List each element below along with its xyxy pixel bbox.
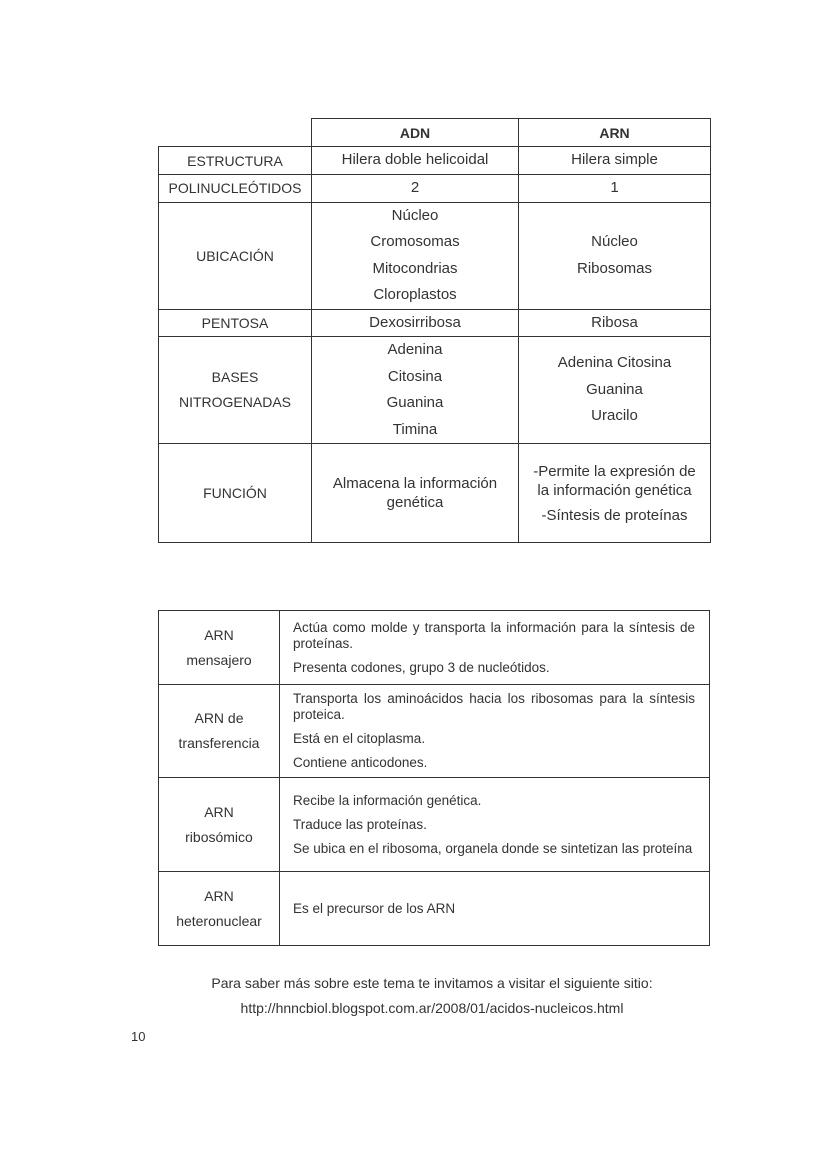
table-row: [159, 778, 710, 872]
table-row-ubicacion: [159, 202, 711, 309]
label-line: mensajero: [186, 651, 252, 668]
list-item: Uracilo: [591, 407, 638, 425]
desc-line: Traduce las proteínas.: [293, 816, 427, 832]
label-line: ARN: [204, 803, 234, 820]
desc-line: Contiene anticodones.: [293, 755, 428, 770]
arn-type-description: [280, 685, 710, 778]
label-line: NITROGENADAS: [178, 394, 291, 410]
header-adn: ADN: [312, 119, 519, 147]
adn-value: 2: [312, 175, 519, 203]
list-item: Núcleo: [391, 206, 439, 224]
desc-line: Recibe la información genética.: [293, 792, 482, 808]
arn-type-label: [159, 778, 280, 872]
arn-type-description: [280, 778, 710, 872]
row-label: FUNCIÓN: [159, 444, 312, 543]
footer-text: Para saber más sobre este tema te invitamos a visitar el siguiente sitio:: [211, 975, 653, 991]
label-line: transferencia: [178, 735, 260, 751]
list-item: Guanina: [386, 394, 444, 411]
table-row-polinucleotidos: [159, 175, 711, 203]
list-item: Cromosomas: [370, 233, 460, 250]
list-item: Ribosomas: [576, 259, 653, 277]
adn-value: [312, 202, 519, 309]
table-row-estructura: [159, 147, 711, 175]
label-line: ARN: [204, 626, 234, 643]
table-row: [159, 685, 710, 778]
desc-line: Presenta codones, grupo 3 de nucleótidos.: [293, 659, 550, 675]
table-row: [159, 611, 710, 685]
table-row-pentosa: [159, 309, 711, 337]
desc-line: Transporta los aminoácidos hacia los ribosomas para la síntesis proteica.: [293, 691, 695, 722]
function-text: -Síntesis de proteínas: [541, 506, 688, 524]
table-row-bases: [159, 337, 711, 444]
desc-line: Está en el citoplasma.: [293, 731, 426, 746]
arn-value: [519, 444, 711, 543]
label-line: ribosómico: [185, 828, 253, 845]
list-item: Adenina Citosina: [557, 354, 672, 372]
arn-value: [519, 202, 711, 309]
adn-arn-comparison-table: [158, 118, 711, 543]
label-line: BASES: [211, 369, 259, 385]
function-text: Almacena la información genética: [332, 475, 498, 511]
arn-type-description: [280, 872, 710, 946]
label-line: ARN de: [194, 710, 244, 726]
adn-value: [312, 337, 519, 444]
row-label: UBICACIÓN: [159, 202, 312, 309]
arn-type-label: [159, 872, 280, 946]
row-label: [159, 337, 312, 444]
row-label: POLINUCLEÓTIDOS: [159, 175, 312, 203]
desc-line: Se ubica en el ribosoma, organela donde se sintetizan las proteína: [293, 840, 693, 856]
desc-line: Actúa como molde y transporta la información para la síntesis de proteínas.: [293, 619, 695, 651]
desc-line: Es el precursor de los ARN: [293, 900, 456, 916]
empty-corner-cell: [159, 119, 312, 147]
arn-value: Ribosa: [519, 309, 711, 337]
table-row: [159, 872, 710, 946]
adn-value: [312, 444, 519, 543]
label-line: ARN: [204, 887, 234, 904]
table-row-funcion: [159, 444, 711, 543]
list-item: Núcleo: [591, 233, 638, 250]
footer-link[interactable]: http://hnncbiol.blogspot.com.ar/2008/01/acidos-nucleicos.html: [240, 1000, 624, 1016]
label-line: heteronuclear: [176, 912, 262, 929]
list-item: Mitocondrias: [372, 259, 458, 277]
arn-type-description: [280, 611, 710, 685]
arn-value: 1: [519, 175, 711, 203]
function-text: -Permite la expresión de la información genética: [533, 462, 696, 499]
list-item: Adenina: [387, 341, 443, 358]
arn-types-table: [158, 610, 710, 946]
row-label: PENTOSA: [159, 309, 312, 337]
list-item: Guanina: [586, 380, 643, 398]
arn-value: Hilera simple: [519, 147, 711, 175]
arn-value: [519, 337, 711, 444]
row-label: ESTRUCTURA: [159, 147, 312, 175]
header-arn: ARN: [519, 119, 711, 147]
arn-type-label: [159, 611, 280, 685]
list-item: Cloroplastos: [373, 286, 457, 303]
arn-type-label: [159, 685, 280, 778]
page-number: 10: [131, 1029, 146, 1044]
adn-value: Hilera doble helicoidal: [312, 147, 519, 175]
adn-value: Dexosirribosa: [312, 309, 519, 337]
list-item: Timina: [392, 420, 438, 438]
list-item: Citosina: [387, 367, 443, 385]
table-header-row: [159, 119, 711, 147]
